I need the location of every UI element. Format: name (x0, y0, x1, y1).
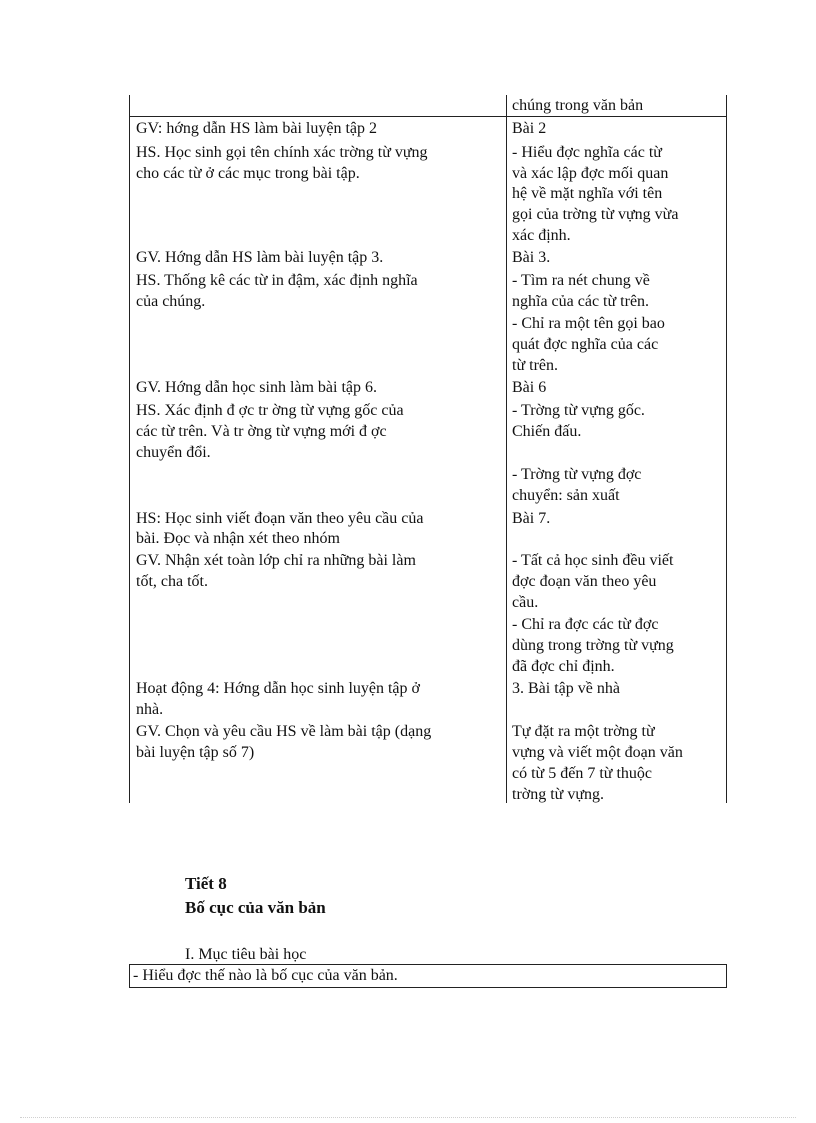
table-left-border (129, 95, 130, 803)
right-cell-line: - Trờng từ vựng gốc. (512, 402, 645, 419)
right-cell-line: - Chỉ ra một tên gọi bao (512, 315, 665, 332)
right-cell-line: - Tất cả học sinh đều viết (512, 552, 674, 569)
right-cell-line: cầu. (512, 594, 539, 611)
left-cell-line: Hoạt động 4: Hớng dẫn học sinh luyện tập ở (136, 680, 420, 697)
right-cell-line: từ trên. (512, 357, 558, 374)
right-cell-line: Bài 6 (512, 379, 547, 396)
left-cell-line: bài. Đọc và nhận xét theo nhóm (136, 530, 340, 547)
right-cell-line: đợc đoạn văn theo yêu (512, 573, 657, 590)
right-cell-line: gọi của trờng từ vựng vừa (512, 206, 679, 223)
left-cell-line: chuyển đổi. (136, 444, 211, 461)
left-cell-line: bài luyện tập số 7) (136, 744, 255, 761)
right-cell-line: 3. Bài tập về nhà (512, 680, 620, 697)
right-cell-line: đã đợc chỉ định. (512, 658, 615, 675)
left-cell-line: GV: hớng dẫn HS làm bài luyện tập 2 (136, 120, 378, 137)
page-bottom-rule (20, 1117, 796, 1118)
right-cell-line: chuyển: sản xuất (512, 487, 620, 504)
table-column-divider (506, 95, 507, 803)
objectives-heading: I. Mục tiêu bài học (185, 946, 307, 963)
right-cell-line: xác định. (512, 227, 571, 244)
left-cell-line: GV. Hớng dẫn HS làm bài luyện tập 3. (136, 249, 384, 266)
left-cell-line: tốt, cha tốt. (136, 573, 208, 590)
left-cell-line: của chúng. (136, 293, 206, 310)
table-right-border (726, 95, 727, 803)
right-cell-line: Bài 7. (512, 510, 551, 527)
lesson-title: Bố cục của văn bản (185, 898, 326, 917)
left-cell-line: HS. Học sinh gọi tên chính xác trờng từ vựng (136, 144, 428, 161)
objectives-box (129, 964, 727, 988)
right-cell-line: có từ 5 đến 7 từ thuộc (512, 765, 652, 782)
left-cell-line: HS: Học sinh viết đoạn văn theo yêu cầu của (136, 510, 424, 527)
right-cell-line: Bài 3. (512, 249, 551, 266)
left-cell-line: GV. Nhận xét toàn lớp chỉ ra những bài làm (136, 552, 416, 569)
table-row-divider (129, 116, 727, 117)
objective-item: - Hiểu đợc thế nào là bố cục của văn bản. (133, 967, 398, 984)
left-cell-line: GV. Hớng dẫn học sinh làm bài tập 6. (136, 379, 378, 396)
right-cell-line: trờng từ vựng. (512, 786, 605, 803)
right-cell-line: - Hiểu đợc nghĩa các từ (512, 144, 662, 161)
right-cell-line: hệ về mặt nghĩa với tên (512, 185, 663, 202)
right-cell-line: - Chỉ ra đợc các từ đợc (512, 616, 659, 633)
right-cell-line: nghĩa của các từ trên. (512, 293, 650, 310)
left-cell-line: GV. Chọn và yêu cầu HS về làm bài tập (dạng (136, 723, 432, 740)
left-cell-line: các từ trên. Và tr ờng từ vựng mới đ ợc (136, 423, 387, 440)
right-cell-line: - Trờng từ vựng đợc (512, 466, 642, 483)
left-cell-line: HS. Xác định đ ợc tr ờng từ vựng gốc của (136, 402, 404, 419)
left-cell-line: nhà. (136, 701, 164, 718)
right-cell-line: quát đợc nghĩa của các (512, 336, 659, 353)
right-cell-line: Bài 2 (512, 120, 547, 137)
right-cell-line: dùng trong trờng từ vựng (512, 637, 674, 654)
right-cell-line: Tự đặt ra một trờng từ (512, 723, 655, 740)
right-cell-line: và xác lập đợc mối quan (512, 165, 669, 182)
right-cell-line: chúng trong văn bản (512, 97, 644, 114)
left-cell-line: HS. Thống kê các từ in đậm, xác định nghĩa (136, 272, 418, 289)
right-cell-line: vựng và viết một đoạn văn (512, 744, 683, 761)
lesson-number: Tiết 8 (185, 874, 227, 893)
right-cell-line: Chiến đấu. (512, 423, 582, 440)
left-cell-line: cho các từ ở các mục trong bài tập. (136, 165, 360, 182)
right-cell-line: - Tìm ra nét chung về (512, 272, 650, 289)
